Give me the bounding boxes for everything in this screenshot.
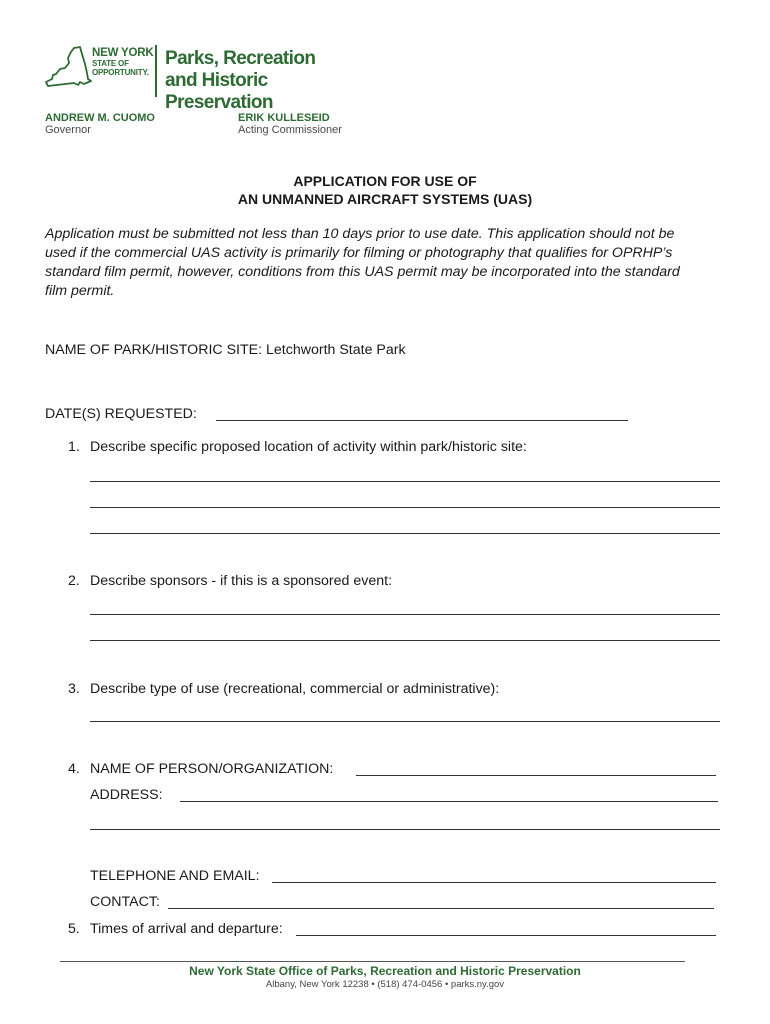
- question-2-answer-line-2[interactable]: [90, 640, 720, 641]
- address-label: ADDRESS:: [90, 787, 163, 803]
- question-2-number: 2.: [68, 573, 80, 589]
- telephone-email-input-line[interactable]: [272, 882, 716, 883]
- official-name: ERIK KULLESEID: [238, 112, 330, 124]
- contact-input-line[interactable]: [168, 908, 714, 909]
- agency-wordmark-line1: Parks, Recreation: [165, 48, 316, 69]
- question-3-number: 3.: [68, 681, 80, 697]
- contact-label: CONTACT:: [90, 894, 160, 910]
- intro-line: standard film permit, however, conditions from this UAS permit may be incorporated into the standard: [45, 264, 680, 280]
- question-2-answer-line-1[interactable]: [90, 614, 720, 615]
- question-2-text: Describe sponsors - if this is a sponsored event:: [90, 573, 393, 589]
- question-1-answer-line-3[interactable]: [90, 533, 720, 534]
- ny-wordmark-line2: STATE OF: [92, 59, 129, 68]
- footer-divider: [60, 961, 685, 962]
- ny-wordmark: [92, 48, 153, 77]
- question-1-answer-line-1[interactable]: [90, 481, 720, 482]
- intro-line: used if the commercial UAS activity is primarily for filming or photography that qualifies for OPRHP’s: [45, 245, 673, 261]
- park-value[interactable]: Letchworth State Park: [266, 342, 406, 358]
- intro-line: Application must be submitted not less than 10 days prior to use date. This application should not be: [45, 226, 675, 242]
- dates-label: DATE(S) REQUESTED:: [45, 406, 197, 422]
- official-governor: [45, 112, 155, 136]
- question-4-text: NAME OF PERSON/ORGANIZATION:: [90, 761, 334, 777]
- question-5-number: 5.: [68, 921, 80, 937]
- question-3-answer-line[interactable]: [90, 721, 720, 722]
- address-input-line-1[interactable]: [180, 801, 718, 802]
- form-title-line2: AN UNMANNED AIRCRAFT SYSTEMS (UAS): [237, 191, 533, 207]
- agency-wordmark: [165, 48, 374, 114]
- intro-paragraph: [45, 225, 735, 301]
- agency-logo: [44, 42, 374, 113]
- logo-divider: [155, 45, 157, 97]
- question-1-text: Describe specific proposed location of activity within park/historic site:: [90, 439, 527, 455]
- official-role: Acting Commissioner: [238, 124, 342, 136]
- official-name: ANDREW M. CUOMO: [45, 112, 155, 124]
- telephone-email-label: TELEPHONE AND EMAIL:: [90, 868, 260, 884]
- intro-line: film permit.: [45, 283, 115, 299]
- park-field: [45, 341, 406, 359]
- address-input-line-2[interactable]: [90, 829, 720, 830]
- dates-input-line[interactable]: [216, 420, 628, 421]
- question-1-number: 1.: [68, 439, 80, 455]
- question-1-answer-line-2[interactable]: [90, 507, 720, 508]
- ny-wordmark-line1: NEW YORK: [92, 47, 154, 59]
- official-role: Governor: [45, 124, 91, 136]
- form-title-line1: APPLICATION FOR USE OF: [293, 173, 477, 189]
- park-label: NAME OF PARK/HISTORIC SITE:: [45, 342, 263, 358]
- form-title: [0, 172, 770, 208]
- question-5-text: Times of arrival and departure:: [90, 921, 283, 937]
- footer-address: Albany, New York 12238 • (518) 474-0456 • parks.ny.gov: [265, 979, 505, 990]
- question-4-number: 4.: [68, 761, 80, 777]
- arrival-departure-input-line[interactable]: [296, 935, 716, 936]
- agency-wordmark-line2: and Historic Preservation: [165, 70, 273, 113]
- new-york-state-map-icon: [44, 46, 92, 90]
- footer-organization: New York State Office of Parks, Recreation and Historic Preservation: [189, 964, 581, 978]
- organization-input-line[interactable]: [356, 775, 716, 776]
- question-3-text: Describe type of use (recreational, commercial or administrative):: [90, 681, 500, 697]
- official-commissioner: [238, 112, 342, 136]
- ny-wordmark-line3: OPPORTUNITY.: [92, 68, 149, 77]
